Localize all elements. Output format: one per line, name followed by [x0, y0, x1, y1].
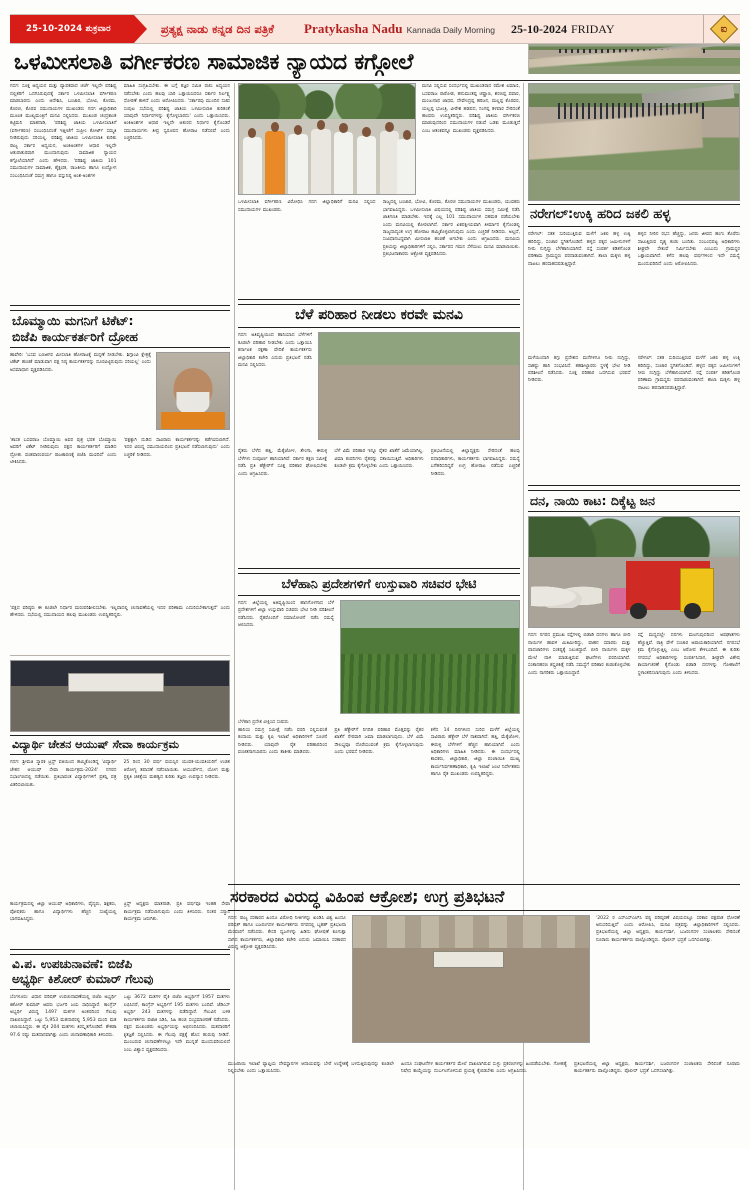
flood-text-cols-2 — [528, 355, 740, 481]
bypoll-paragraph-2 — [124, 994, 231, 1190]
minister-paragraph-2: ಹಾನಿಯ ಸಮಗ್ರ ಸಮೀಕ್ಷೆ ನಡೆಸಿ ವರದಿ ಸಲ್ಲಿಸುವಂತೆ ಕಂದಾಯ ಮತ್ತು ಕೃಷಿ ಇಲಾಖೆ ಅಧಿಕಾರಿಗಳಿಗೆ ಸೂಚನೆ ನೀಡಿದರು. ಯಾವುದೇ ರೈತ ಪರಿಹಾರದಿಂದ ವಂಚಿತನಾಗಬಾರದು ಎಂದು ತಾಕೀತು ಮಾಡಿದರು. — [238, 727, 328, 755]
minister-headline: ಬೆಳೆಹಾನಿ ಪ್ರದೇಶಗಳಿಗೆ ಉಸ್ತುವಾರಿ ಸಚಿವರ ಭೇಟಿ — [238, 573, 520, 595]
masthead-day: FRIDAY — [570, 22, 615, 36]
masthead-date: 25-10-2024 — [510, 22, 567, 36]
bommai-text-cols — [10, 437, 230, 605]
lead-paragraph-3: ಮನವಿ ಸಲ್ಲಿಸುವ ಸಂದರ್ಭದಲ್ಲಿ ಮುಖಂಡರಾದ ರಮೇಶ ಲಮಾಣಿ, ಬಸವರಾಜ ರಾಠೋಡ, ಹನುಮಂತಪ್ಪ ಚವ್ಹಾಣ, ಶರಣಪ್ಪ ಪವಾರ, ಮಂಜುನಾಥ ಜಾಧವ, ದೇವೇಂದ್ರಪ್ಪ ಹರಿಜನ, ಮಲ್ಲಪ್ಪ ಕೊರವರ, ಯಲ್ಲಪ್ಪ ಭಜಂತ್ರಿ, ವೀರೇಶ ಹಡಪದ, ನಿಂಗಪ್ಪ ತಳವಾರ ಸೇರಿದಂತೆ ಹಲವರು ಉಪಸ್ಥಿತರಿದ್ದರು. ಪರಿಶಿಷ್ಟ ಜಾತಿಯ ವರ್ಗೀಕರಣ ಮಾಡುವುದರಿಂದ ಸಮುದಾಯಗಳ ನಡುವೆ ಒಡಕು ಮೂಡುತ್ತದೆ ಎಂಬ ಆತಂಕವನ್ನೂ ಮುಖಂಡರು ವ್ಯಕ್ತಪಡಿಸಿದರು. — [422, 84, 520, 134]
flood-photo-strip — [528, 44, 740, 74]
bommai-paragraph-2: 'ಶಾಸಕ ಬಸವರಾಜ ಬೊಮ್ಮಾಯಿ ಅವರ ಪುತ್ರ ಭರತ ಬೊಮ್ಮಾಯಿ ಅವರಿಗೆ ಟಿಕೆಟ್ ನೀಡಿರುವುದು ಪಕ್ಷದ ಕಾರ್ಯಕರ್ತರಿಗೆ ಮಾಡಿದ ದ್ರೋಹ. ವಂಶಪಾರಂಪರ್ಯ ರಾಜಕಾರಣಕ್ಕೆ ಬಿಜೆಪಿ ಮಣಿದಿದೆ' ಎಂದು ಟೀಕಿಸಿದರು. — [10, 437, 117, 466]
dog-p1-text: ಗದಗ: ನಗರದ ಪ್ರಮುಖ ರಸ್ತೆಗಳಲ್ಲಿ ಬಿಡಾಡಿ ದನಗಳು ಹಾಗೂ ಬೀದಿ ನಾಯಿಗಳ ಹಾವಳಿ ಮಿತಿಮೀರಿದ್ದು, ವಾಹನ ಸವಾರರು ಮತ್ತು ಪಾದಚಾರಿಗಳು ಸಂಕಷ್ಟಕ್ಕೆ ಸಿಲುಕಿದ್ದಾರೆ. — [528, 633, 631, 654]
dog-text-cols — [528, 632, 740, 844]
dog-paragraph-1 — [528, 632, 631, 844]
flood-text-cols — [528, 231, 740, 355]
bypoll-p5-text: ಈ ಗೆಲುವು ಪಕ್ಷಕ್ಕೆ ಹೊಸ ಹುರುಪು ನೀಡಿದೆ. ಮುಂಬರುವ ಚುನಾವಣೆಗಳಲ್ಲೂ ಇದೇ ಮುನ್ನಡೆ ಮುಂದುವರಿಯಲಿದೆ ಎಂಬ ವಿಶ್ವಾಸ ವ್ಯಕ್ತಪಡಿಸಿದರು. — [123, 1032, 230, 1053]
lead-group-photo — [238, 83, 416, 195]
bommai-paragraph-3: 'ಪಕ್ಷಕ್ಕಾಗಿ ದುಡಿದ ಸಾವಿರಾರು ಕಾರ್ಯಕರ್ತರನ್ನು ಕಡೆಗಣಿಸಲಾಗಿದೆ. ಇದರ ವಿರುದ್ಧ ಸಮುದಾಯದಿಂದ ಪ್ರತಿಭಟನೆ ನಡೆಸಲಾಗುವುದು' ಎಂದು ಎಚ್ಚರಿಕೆ ನೀಡಿದರು. — [123, 437, 230, 458]
flood-paragraph-1: ನರೇಗಲ್: ಸತತ ಸುರಿಯುತ್ತಿರುವ ಮಳೆಗೆ ಜಕಲಿ ಹಳ್ಳ ಉಕ್ಕಿ ಹರಿದಿದ್ದು, ಸಂಚಾರ ಸ್ಥಗಿತಗೊಂಡಿದೆ. ಹಳ್ಳದ ಪಕ್ಕದ ಜಮೀನುಗಳಿಗೆ ನೀರು ನುಗ್ಗಿದ್ದು ಬೆಳೆಹಾನಿಯಾಗಿದೆ. ರಸ್ತೆ ಸಂಪರ್ಕ ಕಡಿತಗೊಂಡ ಪರಿಣಾಮ ಗ್ರಾಮಸ್ಥರು ಪರದಾಡುವಂತಾಗಿದೆ. ಶಾಲಾ ಮಕ್ಕಳು ಹಳ್ಳ ದಾಟಲು ಹರಸಾಹಸಪಡುತ್ತಿದ್ದಾರೆ. — [528, 232, 631, 267]
flood-paragraph-3b: ನರೇಗಲ್: ಸತತ ಸುರಿಯುತ್ತಿರುವ ಮಳೆಗೆ ಜಕಲಿ ಹಳ್ಳ ಉಕ್ಕಿ ಹರಿದಿದ್ದು, ಸಂಚಾರ ಸ್ಥಗಿತಗೊಂಡಿದೆ. ಹಳ್ಳದ ಪಕ್ಕದ ಜಮೀನುಗಳಿಗೆ ನೀರು ನುಗ್ಗಿದ್ದು ಬೆಳೆಹಾನಿಯಾಗಿದೆ. ರಸ್ತೆ ಸಂಪರ್ಕ ಕಡಿತಗೊಂಡ ಪರಿಣಾಮ ಗ್ರಾಮಸ್ಥರು ಪರದಾಡುವಂತಾಗಿದೆ. ಶಾಲಾ ಮಕ್ಕಳು ಹಳ್ಳ ದಾಟಲು ಹರಸಾಹಸಪಡುತ್ತಿದ್ದಾರೆ. — [637, 356, 740, 391]
dog-p4-text: ಈ ಕುರಿತು ನಗರಸಭೆ ಅಧಿಕಾರಿಗಳನ್ನು ಸಂಪರ್ಕಿಸಿದಾಗ, ಶೀಘ್ರವೇ ವಿಶೇಷ ಕಾರ್ಯಾಚರಣೆ ಕೈಗೊಂಡು ಬಿಡಾಡಿ ದನಗಳನ್ನು ಗೋಶಾಲೆಗೆ ಸ್ಥಳಾಂತರಿಸಲಾಗುವುದು ಎಂದು ತಿಳಿಸಿದರು. — [637, 648, 740, 676]
bypoll-p2-text: ಒಟ್ಟು 3672 ಮತಗಳ ಪೈಕಿ ಬಿಜೆಪಿ ಅಭ್ಯರ್ಥಿಗೆ 1957 ಮತಗಳು ಲಭಿಸಿದರೆ, ಕಾಂಗ್ರೆಸ್ ಅಭ್ಯರ್ಥಿಗೆ 195 ಮತಗಳು ಬಂದಿವೆ. ಜೆಡಿಎಸ್ ಅಭ್ಯರ್ಥಿ 243 ಮತಗಳನ್ನು ಪಡೆದಿದ್ದಾರೆ. — [123, 995, 230, 1016]
lead-headline: ಒಳಮೀಸಲಾತಿ ವರ್ಗೀಕರಣ ಸಾಮಾಜಿಕ ನ್ಯಾಯದ ಕಗ್ಗೋಲೆ — [14, 50, 414, 75]
ayush-paragraph-3: ಕಾರ್ಯಕ್ರಮದಲ್ಲಿ ಜಿಲ್ಲಾ ಆಯುಷ್ ಅಧಿಕಾರಿಗಳು, ವೈದ್ಯರು, ಶಿಕ್ಷಕರು, ಪೋಷಕರು ಹಾಗೂ ವಿದ್ಯಾರ್ಥಿಗಳು ಹೆಚ್ಚಿನ ಸಂಖ್ಯೆಯಲ್ಲಿ ಭಾಗವಹಿಸಿದ್ದರು. — [10, 902, 117, 923]
vhp-paragraph-4: ಮುಜರಾಯಿ ಇಲಾಖೆ ವ್ಯಾಪ್ತಿಯ ದೇವಸ್ಥಾನಗಳ ಆದಾಯವನ್ನು ಬೇರೆ ಉದ್ದೇಶಕ್ಕೆ ಬಳಸುತ್ತಿರುವುದನ್ನು ಕೂಡಲೇ ನಿಲ್ಲಿಸಬೇಕು ಎಂದು ಒತ್ತಾಯಿಸಿದರು. — [228, 1061, 394, 1074]
lead-paragraph-1: ಗದಗ: ಸೂಕ್ತ ಅಧ್ಯಯನ ಮತ್ತು ವ್ಯಾಪಕವಾದ ಚರ್ಚೆ ಇಲ್ಲದೇ ಪರಿಶಿಷ್ಟ ದಲ್ಲಿತರಿಗೆ ಒದಗಿಸಿರುವುದಕ್ಕೆ ಸರ್ಕಾರ ಒಳಮೀಸಲಾತಿ ವರ್ಗೀಕರಣ ಮಾಡಬಾರದು ಎಂದು ಆದೇಶಿಸಿ, ಬಂಜಾರ, ಭೋವಿ, ಕೊರಮ, ಕೊರಚ, ಕೊರವ ಸಮುದಾಯಗಳ ಮುಖಂಡರು ಗದಗ ಜಿಲ್ಲಾಧಿಕಾರಿ ಮೂಲಕ ಮುಖ್ಯಮಂತ್ರಿಗೆ ಮನವಿ ಸಲ್ಲಿಸಿದರು. ಮುಖಂಡ ಚಂದ್ರಕಾಂತ ಕಟ್ಟಿಮನಿ ಮಾತನಾಡಿ, 'ಪರಿಶಿಷ್ಟ ಜಾತಿಯ ಒಳಮೀಸಲಾತಿಗೆ (ವರ್ಗೀಕರಣ) ಸಂಬಂಧಿಸಿದಂತೆ ಇತ್ತೀಚೆಗೆ ಸುಪ್ರೀಂ ಕೋರ್ಟ್ ಸಮ್ಮತಿ ನೀಡಿರುವುದು ಸರಿಯಲ್ಲ. ಪರಿಶಿಷ್ಟ ಜಾತಿಯ ಒಳಮೀಸಲಾತಿ ಕುರಿತು ರಾಜ್ಯ ಸರ್ಕಾರ ಅಧ್ಯಯನ, ಅಂಕಿಅಂಶಗಳ ಆಧಾರ ಇಲ್ಲದೇ ಆತುರಾತುರವಾಗಿ ಮುಂದಾಗುವುದು ಸಾಮಾಜಿಕ ನ್ಯಾಯದ ಕಗ್ಗೊಲೆಯಾಗಿದೆ' ಎಂದು ಹೇಳಿದರು. 'ಪರಿಶಿಷ್ಟ ಜಾತಿಯ 101 ಸಮುದಾಯಗಳ ಸಾಮಾಜಿಕ, ಶೈಕ್ಷಣಿಕ, ರಾಜಕೀಯ ಹಾಗೂ ಉದ್ಯೋಗ ಸಂಬಂಧಿಸಿದಂತೆ ಸಮಗ್ರ ಹಾಗೂ ವಸ್ತುನಿಷ್ಠ ಅಂಶ-ಅಂಶಗಳ — [10, 84, 117, 179]
bypoll-p4-text: ಗೆಲುವಿನ ಬಳಿಕ ಕಾರ್ಯಕರ್ತರು ಪಟಾಕಿ ಸಿಡಿಸಿ, ಸಿಹಿ ಹಂಚಿ ಸಂಭ್ರಮಾಚರಣೆ ನಡೆಸಿದರು. ಪಕ್ಷದ ಮುಖಂಡರು ಅಭ್ಯರ್ಥಿಯನ್ನು ಅಭಿನಂದಿಸಿದರು. ಮತದಾರರಿಗೆ ಕೃತಜ್ಞತೆ ಸಲ್ಲಿಸಿದರು. — [123, 1010, 230, 1038]
ayush-text-cols-2 — [10, 901, 230, 945]
karave-paragraph-1: ಗದಗ: ಅತಿವೃಷ್ಟಿಯಿಂದ ಹಾನಿಯಾದ ಬೆಳೆಗಳಿಗೆ ಕೂಡಲೇ ಪರಿಹಾರ ನೀಡಬೇಕು ಎಂದು ಒತ್ತಾಯಿಸಿ ಕರ್ನಾಟಕ ರಕ್ಷಣಾ ವೇದಿಕೆ ಕಾರ್ಯಕರ್ತರು ಜಿಲ್ಲಾಧಿಕಾರಿ ಕಚೇರಿ ಎದುರು ಪ್ರತಿಭಟನೆ ನಡೆಸಿ ಮನವಿ ಸಲ್ಲಿಸಿದರು. — [238, 333, 312, 369]
vhp-paragraph-3 — [596, 915, 740, 1057]
minister-paragraph-4 — [431, 727, 520, 879]
vhp-protest-photo — [352, 915, 590, 1043]
bommai-headline-line2: ಬಿಜೆಪಿ ಕಾರ್ಯಕರ್ತರಿಗೆ ದ್ರೋಹ — [12, 328, 138, 344]
karave-headline: ಬೆಳೆ ಪರಿಹಾರ ನೀಡಲು ಕರವೇ ಮನವಿ — [238, 304, 520, 328]
cattle-truck-photo — [528, 516, 740, 628]
lead-paragraph-2: ಮಾಹಿತಿ ಸಂಗ್ರಹಿಸಬೇಕು. ಈ ಬಗ್ಗೆ ತಜ್ಞರ ಸಮಿತಿ ರಚಿಸಿ ಅಧ್ಯಯನ ನಡೆಸಬೇಕು ಎಂದು ಹಲವು ಬಾರಿ ಒತ್ತಾಯಿಸಿದರೂ ಸರ್ಕಾರ ನಿರ್ಲಕ್ಷ್ಯ ಧೋರಣೆ ತಾಳಿದೆ ಎಂದು ಆರೋಪಿಸಿದರು. 'ಸರ್ಕಾರವು ಮುಂದಿನ ಸಚಿವ ಸಂಪುಟ ಸಭೆಯಲ್ಲಿ ಪರಿಶಿಷ್ಟ ಜಾತಿಯ ಒಳಮೀಸಲಾತಿ ಕುರಿತಂತೆ ಯಾವುದೇ ನಿರ್ಧಾರಗಳನ್ನು ಕೈಗೊಳ್ಳಬಾರದು' ಎಂದು ಒತ್ತಾಯಿಸಿದರು. ಅಂಕಿಅಂಶಗಳ ಆಧಾರ ಇಲ್ಲದೇ ಆತುರದ ನಿರ್ಧಾರ ಕೈಗೊಂಡರೆ ಸಮುದಾಯಗಳು ತೀವ್ರ ಸ್ವರೂಪದ ಹೋರಾಟ ನಡೆಸಲಿವೆ ಎಂದು ಎಚ್ಚರಿಸಿದರು. — [123, 84, 230, 142]
flood-paragraph-3: ಮಳೆಯಿಂದಾಗಿ ತಗ್ಗು ಪ್ರದೇಶದ ಮನೆಗಳಿಗೂ ನೀರು ನುಗ್ಗಿದ್ದು, ಸಾಕಷ್ಟು ಹಾನಿ ಸಂಭವಿಸಿದೆ. ತಹಶೀಲ್ದಾರರು ಸ್ಥಳಕ್ಕೆ ಭೇಟಿ ನೀಡಿ ಪರಿಶೀಲನೆ ನಡೆಸಿದರು. ಸೂಕ್ತ ಪರಿಹಾರ ಒದಗಿಸುವ ಭರವಸೆ ನೀಡಿದರು. — [528, 356, 631, 384]
masthead-logo-wrap — [703, 14, 740, 44]
minister-text-cols — [238, 727, 520, 879]
bommai-headline-line1: ಬೊಮ್ಮಾಯಿ ಮಗನಿಗೆ ಟಿಕೆಟ್: — [12, 313, 134, 329]
masthead-title: Pratykasha Nadu — [303, 21, 403, 36]
ayush-paragraph-1: ಗದಗ: ಶ್ರೀಮತಿ ಸ್ಮಾರಕ ಟ್ರಸ್ಟ್ ವತಿಯಿಂದ ಹಮ್ಮಿಕೊಂಡಿದ್ದ 'ವಿದ್ಯಾರ್ಥಿ ಚೇತನ ಆಯುಷ್ ಸೇವಾ ಕಾರ್ಯಕ್ರಮ-2024' ನಗರದ ಸಭಾಂಗಣದಲ್ಲಿ ನಡೆಯಿತು. ಪ್ರತಿಭಾವಂತ ವಿದ್ಯಾರ್ಥಿಗಳಿಗೆ ಪ್ರಶಸ್ತಿ ಪತ್ರ ವಿತರಿಸಲಾಯಿತು. — [10, 760, 117, 788]
bypoll-headline-line2: ಅಭ್ಯರ್ಥಿ ಕಿಶೋರ್ ಕುಮಾರ್ ಗೆಲುವು — [12, 971, 154, 986]
bypoll-p1-text: ಬೆಂಗಳೂರು: ವಿಧಾನ ಪರಿಷತ್ ಉಪಚುನಾವಣೆಯಲ್ಲಿ ಬಿಜೆಪಿ ಅಭ್ಯರ್ಥಿ ಕಿಶೋರ್ ಕುಮಾರ್ ಅವರು ಭರ್ಜರಿ ಜಯ ಸಾಧಿಸಿದ್ದಾರೆ. ಕಾಂಗ್ರೆಸ್ ಅಭ್ಯರ್ಥಿ ವಿರುದ್ಧ 1497 ಮತಗಳ ಅಂತರದಿಂದ ಗೆಲುವು ದಾಖಲಿಸಿದ್ದಾರೆ. — [10, 995, 117, 1023]
flood-headline: ನರೇಗಲ್:ಉಕ್ಕಿ ಹರಿದ ಜಕಲಿ ಹಳ್ಳ — [528, 204, 740, 227]
minister-p4-text: ಕಳೆದ 14 ದಿನಗಳಿಂದ ಸುರಿದ ಮಳೆಗೆ ಜಿಲ್ಲೆಯಲ್ಲಿ ಸಾವಿರಾರು ಹೆಕ್ಟೇರ್ ಬೆಳೆ ನಾಶವಾಗಿದೆ. ಹತ್ತಿ, ಮೆಕ್ಕೆಜೋಳ, ಈರುಳ್ಳಿ ಬೆಳೆಗಳಿಗೆ ಹೆಚ್ಚಿನ ಹಾನಿಯಾಗಿದೆ ಎಂದು ಅಧಿಕಾರಿಗಳು ಮಾಹಿತಿ ನೀಡಿದರು. — [430, 727, 520, 755]
karave-paragraph-2: ರೈತರು ಬೆಳೆದ ಹತ್ತಿ, ಮೆಕ್ಕೆಜೋಳ, ಶೇಂಗಾ, ಈರುಳ್ಳಿ ಬೆಳೆಗಳು ಸಂಪೂರ್ಣ ಹಾನಿಯಾಗಿವೆ. ಸರ್ಕಾರ ತಕ್ಷಣ ಸಮೀಕ್ಷೆ ನಡೆಸಿ ಪ್ರತಿ ಹೆಕ್ಟೇರ್‌ಗೆ ಸೂಕ್ತ ಪರಿಹಾರ ಘೋಷಿಸಬೇಕು ಎಂದು ಆಗ್ರಹಿಸಿದರು. — [238, 449, 328, 477]
karave-paragraph-4: ಪ್ರತಿಭಟನೆಯಲ್ಲಿ ಜಿಲ್ಲಾಧ್ಯಕ್ಷರು ಸೇರಿದಂತೆ ಹಲವು ಪದಾಧಿಕಾರಿಗಳು, ಕಾರ್ಯಕರ್ತರು ಭಾಗವಹಿಸಿದ್ದರು. ಸಮಸ್ಯೆ ಬಗೆಹರಿಸದಿದ್ದರೆ ಉಗ್ರ ಹೋರಾಟ ನಡೆಸುವ ಎಚ್ಚರಿಕೆ ನೀಡಿದರು. — [430, 449, 520, 477]
karave-text-cols — [238, 448, 520, 564]
dog-p3-text: ಬೀದಿ ನಾಯಿಗಳು ಮಕ್ಕಳ ಮೇಲೆ ದಾಳಿ ಮಾಡುತ್ತಿರುವ ಘಟನೆಗಳು ವರದಿಯಾಗಿವೆ. ಸಂತಾನಹರಣ ಶಸ್ತ್ರಚಿಕಿತ್ಸೆ ನಡೆಸಿ ಸಮಸ್ಯೆಗೆ ಪರಿಹಾರ ಕಂಡುಕೊಳ್ಳಬೇಕು ಎಂದು ನಾಗರಿಕರು ಒತ್ತಾಯಿಸಿದ್ದಾರೆ. — [528, 648, 631, 676]
vhp-p2-text: ಕೇಸರಿ ಧ್ವಜಗಳನ್ನು ಹಿಡಿದು ಘೋಷಣೆ ಕೂಗುತ್ತಾ ಸಾಗಿದ ಕಾರ್ಯಕರ್ತರು, ಜಿಲ್ಲಾಧಿಕಾರಿ ಕಚೇರಿ ಎದುರು ಜಮಾಯಿಸಿ ಸರಕಾರದ ವಿರುದ್ಧ ಆಕ್ರೋಶ ವ್ಯಕ್ತಪಡಿಸಿದರು. — [228, 930, 346, 951]
karave-rally-photo — [318, 332, 520, 440]
ayush-event-photo — [10, 660, 230, 732]
minister-paragraph-3: ಪ್ರತಿ ಹೆಕ್ಟೇರ್‌ಗೆ ನಿಗದಿತ ಪರಿಹಾರ ಮೊತ್ತವನ್ನು ರೈತರ ಖಾತೆಗೆ ನೇರವಾಗಿ ಜಮಾ ಮಾಡಲಾಗುವುದು. ಬೆಳೆ ವಿಮೆ ಸೌಲಭ್ಯವೂ ದೊರೆಯುವಂತೆ ಕ್ರಮ ಕೈಗೊಳ್ಳಲಾಗುವುದು ಎಂದು ಭರವಸೆ ನೀಡಿದರು. — [334, 727, 424, 755]
lead-caption-text: ಒಳಮೀಸಲಾತಿ ವರ್ಗೀಕರಣ ವಿರೋಧಿಸಿ ಗದಗ ಜಿಲ್ಲಾಧಿಕಾರಿಗೆ ಮನವಿ ಸಲ್ಲಿಸಿದ ಸಮುದಾಯಗಳ ಮುಖಂಡರು. — [238, 200, 376, 213]
vhp-paragraph-1 — [228, 915, 346, 1057]
left-column — [10, 83, 230, 1190]
swamiji-portrait-photo — [156, 352, 230, 430]
flood-main-photo — [528, 83, 740, 201]
vhp-p1-text: ಗದಗ: ರಾಜ್ಯ ಸರಕಾರದ ಹಿಂದೂ ವಿರೋಧಿ ನೀತಿಗಳನ್ನು ಖಂಡಿಸಿ ವಿಶ್ವ ಹಿಂದೂ ಪರಿಷತ್ ಹಾಗೂ ಬಜರಂಗದಳ ಕಾರ್ಯಕರ್ತರು ನಗರದಲ್ಲಿ ಬೃಹತ್ ಪ್ರತಿಭಟನಾ ಮೆರವಣಿಗೆ ನಡೆಸಿದರು. — [228, 915, 346, 936]
bypoll-headline — [10, 954, 230, 990]
ayush-headline: ವಿದ್ಯಾರ್ಥಿ ಚೇತನ ಆಯುಷ್ ಸೇವಾ ಕಾರ್ಯಕ್ರಮ — [10, 735, 230, 755]
masthead — [10, 14, 740, 44]
ayush-paragraph-4: ಟ್ರಸ್ಟ್ ಅಧ್ಯಕ್ಷರು ಮಾತನಾಡಿ, ಪ್ರತಿ ವರ್ಷವೂ ಇಂತಹ ಸೇವಾ ಕಾರ್ಯಕ್ರಮ ನಡೆಸಲಾಗುವುದು ಎಂದು ತಿಳಿಸಿದರು. ನಂತರ ಸನ್ಮಾನ ಕಾರ್ಯಕ್ರಮ ಜರುಗಿತು. — [123, 902, 230, 923]
vhp-p5-text: '2022 ರ ಎಸ್‌ಎಸ್‌ಎಲ್‌ಸಿ ಪಠ್ಯ ಪರಿಷ್ಕರಣೆ ವಿಷಯದಲ್ಲೂ ಸರಕಾರ ಪಕ್ಷಪಾತ ಧೋರಣೆ ಅನುಸರಿಸುತ್ತಿದೆ' ಎಂದು ಆರೋಪಿಸಿ, ಮನವಿ ಪತ್ರವನ್ನು ಜಿಲ್ಲಾಧಿಕಾರಿಗಳಿಗೆ ಸಲ್ಲಿಸಿದರು. — [596, 915, 740, 928]
lead-text-center-bottom — [238, 199, 520, 295]
newspaper-logo-icon — [710, 15, 738, 43]
dog-paragraph-2 — [638, 632, 741, 844]
vhp-paragraph-5: ಹಿಂದೂ ಸಂಘಟನೆಗಳ ಕಾರ್ಯಕರ್ತರ ಮೇಲೆ ದಾಖಲಾಗಿರುವ ಸುಳ್ಳು ಪ್ರಕರಣಗಳನ್ನು ಹಿಂಪಡೆಯಬೇಕು. ಗೋಹತ್ಯೆ ನಿಷೇಧ ಕಾಯ್ದೆಯನ್ನು ದುರ್ಬಲಗೊಳಿಸುವ ಪ್ರಯತ್ನ ಕೈಬಿಡಬೇಕು ಎಂದು ಆಗ್ರಹಿಸಿದರು. — [401, 1061, 567, 1074]
vhp-story — [228, 884, 740, 1142]
masthead-subtitle: Kannada Daily Morning — [406, 25, 495, 35]
vhp-headline: ಸರಕಾರದ ವಿರುದ್ಧ ವಿಹಿಂಪ ಆಕ್ರೋಶ; ಉಗ್ರ ಪ್ರತಿಭಟನೆ — [228, 884, 740, 911]
ayush-paragraph-2: 25 ರಿಂದ 30 ವರ್ಷ ವಯಸ್ಸಿನ ಯುವಕ-ಯುವತಿಯರಿಗೆ ಉಚಿತ ಆರೋಗ್ಯ ತಪಾಸಣೆ ನಡೆಸಲಾಯಿತು. ಆಯುರ್ವೇದ, ಯೋಗ ಮತ್ತು ಪ್ರಕೃತಿ ಚಿಕಿತ್ಸೆಯ ಮಹತ್ವದ ಕುರಿತು ತಜ್ಞರು ಉಪನ್ಯಾಸ ನೀಡಿದರು. — [123, 760, 230, 781]
vhp-paragraph-6: ಪ್ರತಿಭಟನೆಯಲ್ಲಿ ಜಿಲ್ಲಾ ಅಧ್ಯಕ್ಷರು, ಕಾರ್ಯದರ್ಶಿ, ಬಜರಂಗದಳ ಸಂಚಾಲಕರು ಸೇರಿದಂತೆ ನೂರಾರು ಕಾರ್ಯಕರ್ತರು ಪಾಲ್ಗೊಂಡಿದ್ದರು. ಪೊಲೀಸ್ ಭದ್ರತೆ ಒದಗಿಸಲಾಗಿತ್ತು. — [574, 1061, 740, 1074]
dog-p2-text: ರಸ್ತೆ ಮಧ್ಯದಲ್ಲೇ ದನಗಳು ಮಲಗುವುದರಿಂದ ಅಪಘಾತಗಳು ಹೆಚ್ಚುತ್ತಿವೆ. ರಾತ್ರಿ ವೇಳೆ ಸಂಚಾರ ಅಪಾಯಕಾರಿಯಾಗಿದೆ. ನಗರಸಭೆ ಕ್ರಮ ಕೈಗೊಳ್ಳುತ್ತಿಲ್ಲ ಎಂಬ ಆರೋಪ ಕೇಳಿಬಂದಿದೆ. — [637, 633, 740, 654]
masthead-date-tag: 25-10-2024 ಶುಕ್ರವಾರ — [10, 14, 133, 44]
bommai-paragraph-1: ಹಾವೇರಿ: 'ಬಸವ ಬಣಜಿಗರ ಮೀಸಲಾತಿ ಹೋರಾಟಕ್ಕೆ ಮನ್ನಣೆ ನೀಡಬೇಕು. ಶಿಗ್ಗಾಂವಿ ಕ್ಷೇತ್ರಕ್ಕೆ ಟಿಕೆಟ್ ಹಂಚಿಕೆ ಮಾಡುವಾಗ ಪಕ್ಷ ನಿಷ್ಠ ಕಾರ್ಯಕರ್ತರನ್ನು ದೂರವಿಟ್ಟಿರುವುದು ಸರಿಯಲ್ಲ' ಎಂದು ಅಸಮಾಧಾನ ವ್ಯಕ್ತಪಡಿಸಿದರು. — [10, 352, 151, 373]
vhp-p6-text: ಪ್ರತಿಭಟನೆಯಲ್ಲಿ ಜಿಲ್ಲಾ ಅಧ್ಯಕ್ಷರು, ಕಾರ್ಯದರ್ಶಿ, ಬಜರಂಗದಳ ಸಂಚಾಲಕರು ಸೇರಿದಂತೆ ನೂರಾರು ಕಾರ್ಯಕರ್ತರು ಪಾಲ್ಗೊಂಡಿದ್ದರು. ಪೊಲೀಸ್ ಭದ್ರತೆ ಒದಗಿಸಲಾಗಿತ್ತು. — [596, 930, 740, 943]
bypoll-text-cols — [10, 994, 230, 1190]
bommai-headline — [10, 310, 230, 348]
bommai-paragraph-4: 'ಪಕ್ಷದ ವರಿಷ್ಠರು ಈ ಕೂಡಲೇ ನಿರ್ಧಾರ ಮರುಪರಿಶೀಲಿಸಬೇಕು. ಇಲ್ಲವಾದಲ್ಲಿ ಚುನಾವಣೆಯಲ್ಲಿ ಇದರ ಪರಿಣಾಮ ಎದುರಿಸಬೇಕಾಗುತ್ತದೆ' ಎಂದು ಹೇಳಿದರು. ಸಭೆಯಲ್ಲಿ ಸಮುದಾಯದ ಹಲವು ಮುಖಂಡರು ಉಪಸ್ಥಿತರಿದ್ದರು. — [10, 605, 230, 619]
minister-p5-text: ಈ ಸಂದರ್ಭದಲ್ಲಿ ಶಾಸಕರು, ಜಿಲ್ಲಾಧಿಕಾರಿ, ಜಿಲ್ಲಾ ಪಂಚಾಯಿತಿ ಮುಖ್ಯ ಕಾರ್ಯನಿರ್ವಹಣಾಧಿಕಾರಿ, ಕೃಷಿ ಇಲಾಖೆ ಜಂಟಿ ನಿರ್ದೇಶಕರು ಹಾಗೂ ರೈತ ಮುಖಂಡರು ಉಪಸ್ಥಿತರಿದ್ದರು. — [430, 749, 520, 778]
minister-field-visit-photo — [340, 600, 520, 714]
vhp-text-cols — [228, 1061, 740, 1165]
karave-paragraph-3: ಬೆಳೆ ವಿಮೆ ಪರಿಹಾರ ಇನ್ನೂ ರೈತರ ಖಾತೆಗೆ ಜಮೆಯಾಗಿಲ್ಲ. ವಿಮಾ ಕಂಪನಿಗಳು ರೈತರನ್ನು ಸತಾಯಿಸುತ್ತಿವೆ. ಅಧಿಕಾರಿಗಳು ಕೂಡಲೇ ಕ್ರಮ ಕೈಗೊಳ್ಳಬೇಕು ಎಂದು ಒತ್ತಾಯಿಸಿದರು. — [334, 449, 424, 470]
logo-glyph: ಐ — [720, 23, 728, 35]
dog-headline: ದನ, ನಾಯಿ ಕಾಟ: ದಿಕ್ಕೆಟ್ಟ ಜನ — [528, 490, 740, 512]
minister-paragraph-1: ಗದಗ: ಜಿಲ್ಲೆಯಲ್ಲಿ ಅತಿವೃಷ್ಟಿಯಿಂದ ಹಾನಿಗೊಳಗಾದ ಬೆಳೆ ಪ್ರದೇಶಗಳಿಗೆ ಜಿಲ್ಲಾ ಉಸ್ತುವಾರಿ ಸಚಿವರು ಭೇಟಿ ನೀಡಿ ಪರಿಶೀಲನೆ ನಡೆಸಿದರು. ರೈತರೊಂದಿಗೆ ಸಮಾಲೋಚನೆ ನಡೆಸಿ ಸಮಸ್ಯೆ ಆಲಿಸಿದರು. — [238, 600, 334, 628]
bypoll-headline-line1: ವಿ.ಪ. ಉಪಚುನಾವಣೆ: ಬಿಜೆಪಿ — [12, 957, 133, 972]
bypoll-p3-text: ಒಟ್ಟು 5,953 ಮತದಾರರಲ್ಲಿ 5,953 ಮಂದಿ ಮತ ಚಲಾಯಿಸಿದ್ದರು. ಈ ಪೈಕಿ 204 ಮತಗಳು ತಿರಸ್ಕೃತಗೊಂಡಿವೆ. ಶೇಕಡಾ 97.6 ರಷ್ಟು ಮತದಾನವಾಗಿತ್ತು ಎಂದು ಚುನಾವಣಾಧಿಕಾರಿ ತಿಳಿಸಿದರು. — [10, 1017, 117, 1038]
lead-text-left — [10, 83, 230, 301]
bypoll-paragraph-1 — [10, 994, 117, 1190]
lead-paragraph-4: ರಾಜ್ಯದಲ್ಲಿ ಬಂಜಾರ, ಭೋವಿ, ಕೊರಮ, ಕೊರಚ ಸಮುದಾಯಗಳ ಮುಖಂಡರು, ಯುವಕರು ಭಾಗವಹಿಸಿದ್ದರು. ಒಳಮೀಸಲಾತಿ ವಿಷಯದಲ್ಲಿ ಪರಿಶಿಷ್ಟ ಜಾತಿಯ ಸಮಗ್ರ ಸಮೀಕ್ಷೆ ನಡೆಸಿ ಜಾತಿಗಣತಿ ಮಾಡಬೇಕು. ಇದಕ್ಕೆ ಎಲ್ಲ 101 ಸಮುದಾಯಗಳ ಸಹಮತ ಪಡೆಯಬೇಕು ಎಂದು ಮನವಿಯಲ್ಲಿ ಕೋರಲಾಗಿದೆ. ಸರ್ಕಾರ ಏಕಪಕ್ಷೀಯವಾಗಿ ತೀರ್ಮಾನ ಕೈಗೊಂಡಲ್ಲಿ ರಾಜ್ಯದಾದ್ಯಂತ ಉಗ್ರ ಹೋರಾಟ ಹಮ್ಮಿಕೊಳ್ಳಲಾಗುವುದು ಎಂದು ಎಚ್ಚರಿಕೆ ನೀಡಿದರು. ಅಲ್ಲದೆ, ಸಂವಿಧಾನಬದ್ಧವಾಗಿ ಮೀಸಲಾತಿ ಹಂಚಿಕೆ ಆಗಬೇಕು ಎಂದು ಆಗ್ರಹಿಸಿದರು. ಮನವಿಯ ಪ್ರತಿಯನ್ನು ಜಿಲ್ಲಾಧಿಕಾರಿಗಳಿಗೆ ಸಲ್ಲಿಸಿ, ಸರ್ಕಾರದ ಗಮನ ಸೆಳೆಯಲು ಮನವಿ ಮಾಡಲಾಯಿತು. ಪ್ರತಿಭಟನಾಕಾರರು ಆಕ್ರೋಶ ವ್ಯಕ್ತಪಡಿಸಿದರು. — [382, 200, 520, 258]
ayush-text-cols — [10, 759, 230, 901]
masthead-kannada-tagline: ಪ್ರತ್ಯಕ್ಷ ನಾಡು ಕನ್ನಡ ದಿನ ಪತ್ರಿಕೆ — [160, 21, 274, 36]
masthead-english-block — [304, 21, 615, 37]
flood-paragraph-2: ಹಳ್ಳದ ನೀರಿನ ರಭಸ ಹೆಚ್ಚಿದ್ದು, ಜನರು ಜೀವದ ಹಂಗು ತೊರೆದು ದಾಟುತ್ತಿರುವ ದೃಶ್ಯ ಕಂಡು ಬಂದಿತು. ಸಂಬಂಧಪಟ್ಟ ಅಧಿಕಾರಿಗಳು ಶೀಘ್ರವೇ ಸೇತುವೆ ನಿರ್ಮಿಸಬೇಕು ಎಂಬುದು ಗ್ರಾಮಸ್ಥರ ಒತ್ತಾಯವಾಗಿದೆ. ಕಳೆದ ಹಲವು ವರ್ಷಗಳಿಂದ ಇದೇ ಸಮಸ್ಯೆ ಮುಂದುವರಿದಿದೆ ಎಂದು ಆರೋಪಿಸಿದರು. — [637, 232, 740, 267]
minister-photo-caption: ಬೆಳೆಹಾನಿ ಪ್ರದೇಶ ವೀಕ್ಷಿಸಿದ ಸಚಿವರು — [238, 719, 289, 725]
